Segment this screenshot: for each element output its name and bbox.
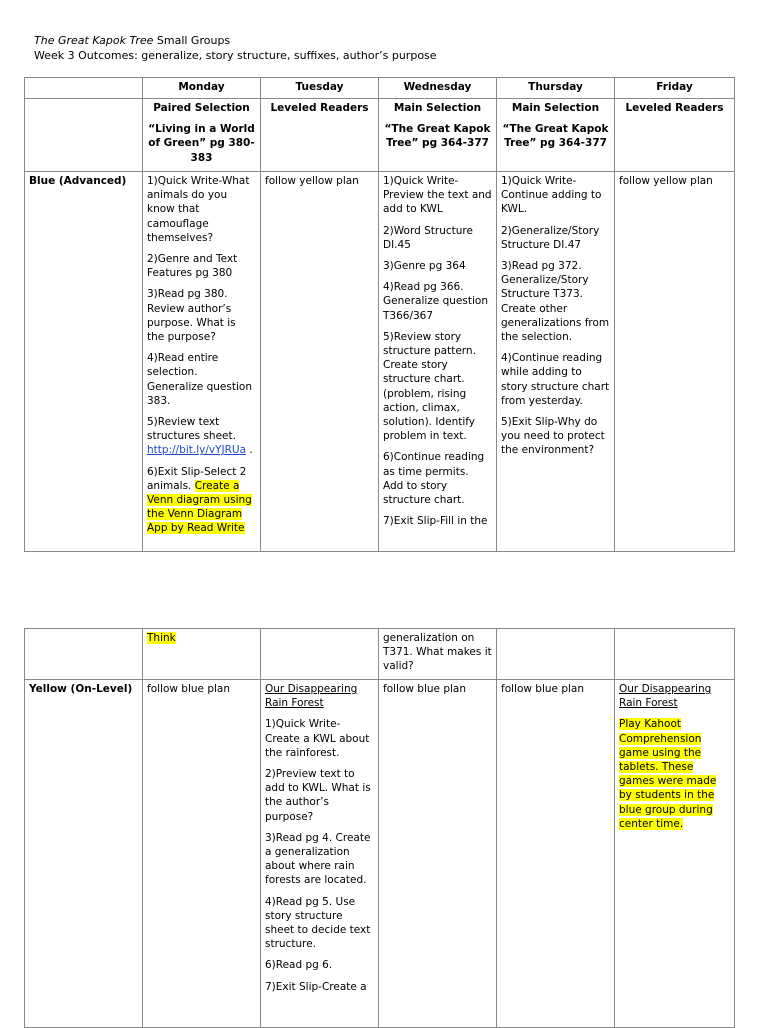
step-text: 7)Exit Slip-Create a [265,980,367,993]
continued-row [25,629,735,680]
blue-tuesday-cell: follow yellow plan [261,172,379,552]
step-text: 3)Read pg 380. Review author’s purpose. What is the purpose? [147,288,236,344]
highlighted-text: Play Kahoot Comprehension game using the tablets. These games were made by students in the blue group during center time. [619,718,717,830]
blue-monday-cell [143,172,261,552]
lesson-plan-table-page-2 [24,628,735,1028]
step-text: 2)Generalize/Story Structure DI.47 [501,224,600,251]
selection-type: Leveled Readers [270,102,369,114]
selection-title: “Living in a World of Green” pg 380-383 [148,123,255,164]
yellow-tuesday-cell [261,680,379,1028]
selection-corner-cell [25,99,143,172]
step-text: 1)Quick Write-Create a KWL about the rainforest. [265,718,370,759]
step-text: 6)Read pg 6. [265,959,333,972]
corner-cell [25,78,143,99]
yellow-wednesday-cell: follow blue plan [379,680,497,1028]
day-wednesday: Wednesday [379,78,497,99]
step-text-part: 5)Review text structures sheet. [147,416,236,443]
title-suffix: Small Groups [153,34,231,47]
selection-monday [143,99,261,172]
step-text: 5)Exit Slip-Why do you need to protect the environment? [501,416,605,457]
step-text: 1)Quick Write-Preview the text and add to KWL [383,175,492,216]
selection-row [25,99,735,172]
day-thursday: Thursday [497,78,615,99]
group-label-blue: Blue (Advanced) [25,172,143,552]
step-text: 6)Continue reading as time permits. Add to story structure chart. [383,451,485,507]
continued-label-cell [25,629,143,680]
day-tuesday: Tuesday [261,78,379,99]
step-text: 1)Quick Write-What animals do you know that camouflage themselves? [147,175,250,244]
yellow-group-row [25,680,735,1028]
step-text [147,465,256,536]
days-header-row [25,78,735,99]
continued-thursday-cell [497,629,615,680]
yellow-monday-cell: follow blue plan [143,680,261,1028]
step-text [619,717,730,831]
step-text: 4)Read pg 366. Generalize question T366/367 [383,281,488,322]
book-title: Our Disappearing Rain Forest [265,683,358,710]
continued-friday-cell [615,629,735,680]
step-text: 5)Review story structure pattern. Create story structure chart. (problem, rising action, climax, solution). Identify problem in text. [383,330,476,443]
selection-tuesday [261,99,379,172]
continued-wednesday-cell: generalization on T371. What makes it valid? [379,629,497,680]
step-text [147,415,256,458]
blue-friday-cell: follow yellow plan [615,172,735,552]
blue-wednesday-cell [379,172,497,552]
book-title: Our Disappearing Rain Forest [619,683,712,710]
document-title [34,34,437,49]
step-text: 3)Genre pg 364 [383,260,466,273]
day-friday: Friday [615,78,735,99]
selection-type: Leveled Readers [625,102,724,114]
document-header [34,34,437,63]
highlighted-text: Create a Venn diagram using the Venn Diagram App by Read Write [147,479,252,535]
step-text: 3)Read pg 4. Create a generalization about where rain forests are located. [265,831,371,887]
selection-wednesday [379,99,497,172]
step-text: 7)Exit Slip-Fill in the [383,515,488,528]
group-label-yellow: Yellow (On-Level) [25,680,143,1028]
highlighted-text: Think [147,632,176,644]
selection-type: Paired Selection [153,102,250,114]
step-text: 4)Read entire selection. Generalize question 383. [147,352,252,407]
week-outcomes: Week 3 Outcomes: generalize, story structure, suffixes, author’s purpose [34,48,437,62]
blue-group-row [25,172,735,552]
selection-title: “The Great Kapok Tree” pg 364-377 [502,123,609,150]
selection-type: Main Selection [393,102,482,114]
yellow-thursday-cell: follow blue plan [497,680,615,1028]
lesson-plan-table-page-1 [24,77,735,552]
selection-title: “The Great Kapok Tree” pg 364-377 [384,123,491,150]
step-text: 4)Read pg 5. Use story structure sheet to decide text structure. [265,895,371,951]
step-text: 1)Quick Write-Continue adding to KWL. [501,175,602,216]
step-text-part: 6)Exit Slip-Select 2 animals. [147,465,247,492]
selection-thursday [497,99,615,172]
continued-tuesday-cell [261,629,379,680]
step-text-part: . [246,444,253,457]
day-monday: Monday [143,78,261,99]
step-text: 4)Continue reading while adding to story structure chart from yesterday. [501,352,610,407]
blue-thursday-cell [497,172,615,552]
step-text: 2)Genre and Text Features pg 380 [147,253,238,280]
text-structures-link[interactable]: http://bit.ly/vYJRUa [147,444,247,457]
book-title: The Great Kapok Tree [34,34,154,47]
selection-type: Main Selection [511,102,600,114]
step-text: 2)Preview text to add to KWL. What is the author’s purpose? [265,768,371,823]
selection-friday [615,99,735,172]
step-text: 2)Word Structure DI.45 [383,224,473,251]
yellow-friday-cell [615,680,735,1028]
continued-monday-cell [143,629,261,680]
step-text: 3)Read pg 372. Generalize/Story Structure T373. Create other generalizations from the selection. [501,260,610,344]
